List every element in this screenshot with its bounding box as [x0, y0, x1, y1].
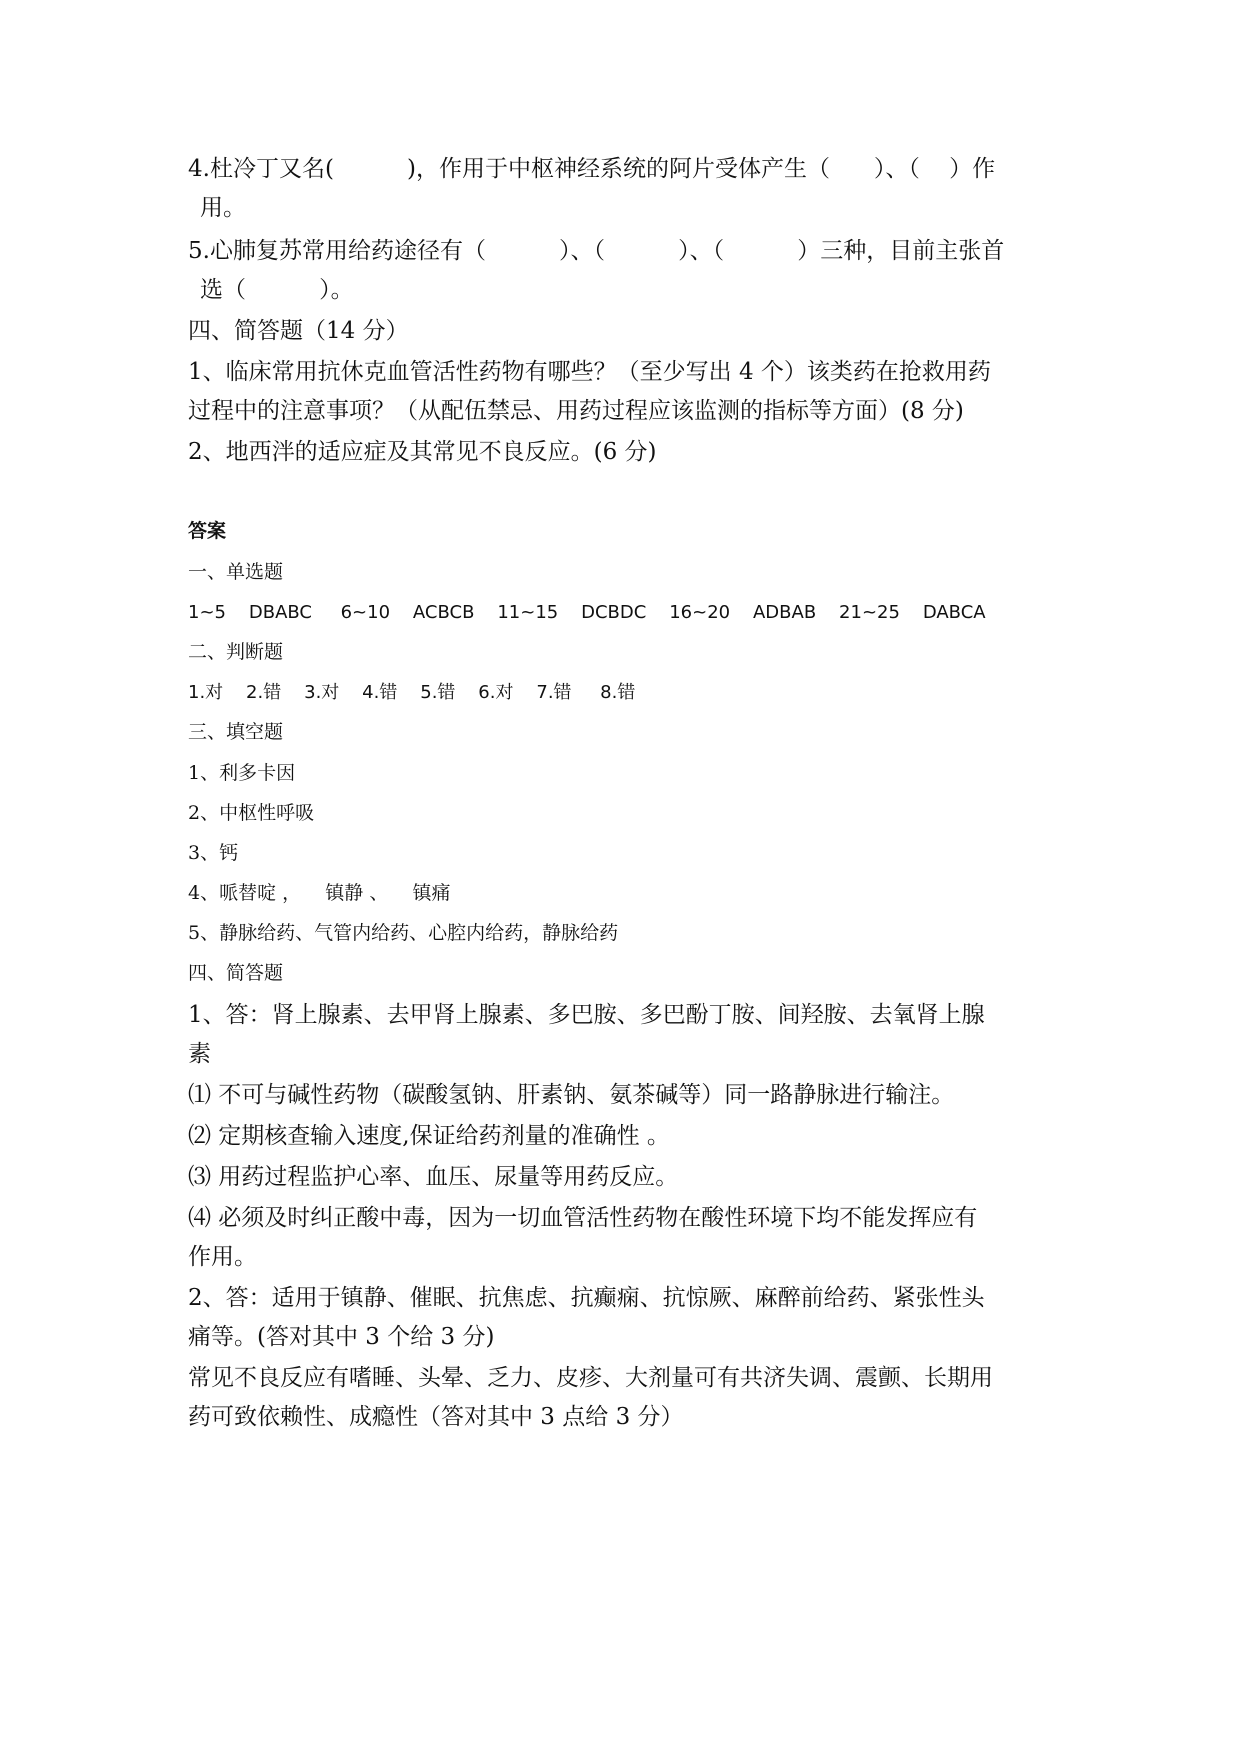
short-answer-key-point-2: ⑵ 定期核查输入速度,保证给药剂量的准确性 。 [188, 1123, 670, 1149]
short-answer-key-1-line1: 1、答：肾上腺素、去甲肾上腺素、多巴胺、多巴酚丁胺、间羟胺、去氧肾上腺 [188, 1002, 985, 1028]
fill-blank-q5-line2: 选（ ）。 [200, 277, 354, 303]
short-answer-key-point-4-line1: ⑷ 必须及时纠正酸中毒，因为一切血管活性药物在酸性环境下均不能发挥应有 [188, 1205, 978, 1231]
single-choice-heading: 一、单选题 [188, 561, 284, 583]
short-answer-q2: 2、地西泮的适应症及其常见不良反应。(6 分) [188, 439, 657, 465]
short-answer-key-point-4-line2: 作用。 [188, 1244, 257, 1270]
fill-blank-q5-line1: 5.心肺复苏常用给药途径有（ ）、（ ）、（ ）三种，目前主张首 [188, 238, 1005, 264]
fill-blank-answer-4: 4、哌替啶 ， 镇静 、 镇痛 [188, 882, 451, 904]
fill-blank-q4-line1: 4.杜冷丁又名( )，作用于中枢神经系统的阿片受体产生（ ）、（ ）作 [188, 156, 996, 182]
short-answer-key-heading: 四、简答题 [188, 962, 284, 984]
short-answer-heading: 四、简答题（14 分） [188, 318, 409, 344]
true-false-answers: 1.对 2.错 3.对 4.错 5.错 6.对 7.错 8.错 [188, 682, 636, 703]
fill-blank-answer-2: 2、中枢性呼吸 [188, 802, 315, 824]
answers-title: 答案 [188, 520, 227, 542]
short-answer-key-2-line3: 常见不良反应有嗜睡、头晕、乏力、皮疹、大剂量可有共济失调、震颤、长期用 [188, 1365, 993, 1391]
short-answer-key-2-line2: 痛等。(答对其中 3 个给 3 分) [188, 1324, 495, 1350]
fill-blank-answer-1: 1、利多卡因 [188, 762, 296, 784]
fill-blank-answer-3: 3、钙 [188, 842, 239, 864]
short-answer-q1-line1: 1、临床常用抗休克血管活性药物有哪些？（至少写出 4 个）该类药在抢救用药 [188, 359, 991, 385]
fill-blank-q4-line2: 用。 [200, 195, 246, 221]
short-answer-key-point-3: ⑶ 用药过程监护心率、血压、尿量等用药反应。 [188, 1164, 679, 1190]
short-answer-key-point-1: ⑴ 不可与碱性药物（碳酸氢钠、肝素钠、氨茶碱等）同一路静脉进行输注。 [188, 1082, 955, 1108]
fill-blank-heading: 三、填空题 [188, 721, 284, 743]
short-answer-key-2-line1: 2、答：适用于镇静、催眠、抗焦虑、抗癫痫、抗惊厥、麻醉前给药、紧张性头 [188, 1285, 985, 1311]
fill-blank-answer-5: 5、静脉给药、气管内给药、心腔内给药，静脉给药 [188, 922, 619, 944]
true-false-heading: 二、判断题 [188, 641, 284, 663]
short-answer-key-2-line4: 药可致依赖性、成瘾性（答对其中 3 点给 3 分） [188, 1404, 684, 1430]
short-answer-key-1-line2: 素 [188, 1041, 211, 1067]
short-answer-q1-line2: 过程中的注意事项？（从配伍禁忌、用药过程应该监测的指标等方面）(8 分) [188, 398, 964, 424]
single-choice-answers: 1~5 DBABC 6~10 ACBCB 11~15 DCBDC 16~20 ADBAB 21~25 DABCA [188, 602, 986, 623]
